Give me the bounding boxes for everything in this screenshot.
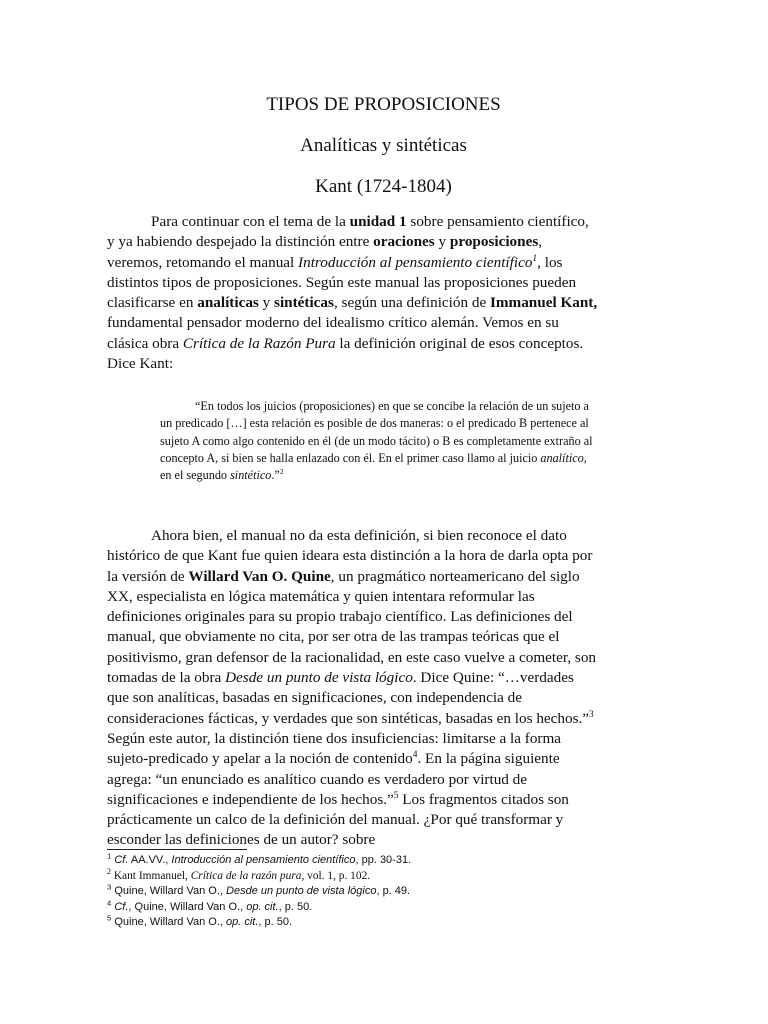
text-run: , veremos, retomando el manual <box>107 233 543 271</box>
text-run: y <box>258 294 275 312</box>
text-run: y <box>434 233 450 251</box>
footnote-number: 5 <box>107 913 112 923</box>
footnote-item <box>107 915 627 931</box>
text-run: , un pragmático norteamericano del siglo XX, especialista en lógica matemática y quien intentara reformular las definiciones originales para su propio trabajo científico. Las definiciones del manual, que obviamente no cita, por ser otra de las trampas teóricas que el positivismo, gran defensor de la racionalidad, en este caso vuelve a cometer, son tomadas de la obra <box>107 567 597 687</box>
footnote-ref: 4 <box>412 750 418 761</box>
italic-term: sintético <box>230 468 272 483</box>
document-author-line: Kant (1724-1804) <box>315 176 452 197</box>
italic-text: op. cit. <box>246 900 279 913</box>
bold-term: analíticas <box>197 294 259 312</box>
block-quote <box>160 398 598 484</box>
text-run: Ahora bien, el manual no da esta definición, si bien reconoce el dato histórico de que Kant fue quien ideara esta distinción a la hora de darla opta por la versión de <box>107 527 593 585</box>
text-run: , Quine, Willard Van O., <box>128 900 247 913</box>
footnote-ref: 3 <box>589 709 594 720</box>
paragraph-intro <box>107 212 599 374</box>
text-run: , los distintos tipos de proposiciones. Según este manual las proposiciones pueden clasificarse en <box>107 253 577 312</box>
footnote-number: 4 <box>107 898 112 908</box>
text-run: Según este autor, la distinción tiene dos insuficiencias: limitarse a la forma sujeto-predicado y apelar a la noción de contenido <box>107 729 562 768</box>
footnote-number: 1 <box>107 851 112 861</box>
text-run: , p. 49. <box>376 885 411 898</box>
text-run: . En la página siguiente agrega: “un enunciado es analítico cuando es verdadero por virtud de significaciones e independiente de los hechos.” <box>107 750 560 808</box>
text-run: Quine, Willard Van O., <box>111 885 227 898</box>
italic-text: Cf. <box>114 854 129 866</box>
bold-term: Immanuel Kant, <box>490 294 598 312</box>
bold-term: oraciones <box>373 233 435 251</box>
footnote-item <box>107 853 627 869</box>
footnote-ref: 1 <box>532 253 538 264</box>
italic-title: Crítica de la Razón Pura <box>182 334 336 352</box>
footnote-separator <box>107 849 247 850</box>
text-run: , pp. 30-31. <box>355 854 412 866</box>
italic-text: op. cit. <box>226 916 259 929</box>
italic-text: Introducción al pensamiento científico <box>171 854 356 866</box>
text-run: , en el segundo <box>160 450 587 483</box>
text-run: , p. 50. <box>258 916 293 929</box>
italic-title: Introducción al pensamiento científico <box>298 253 533 271</box>
text-run: la definición original de esos conceptos. Dice Kant: <box>107 334 584 373</box>
text-run: “En todos los juicios (proposiciones) en que se concibe la relación de un sujeto a un predicado […] esta relación es posible de dos maneras: o el predicado B pertenece al sujeto A como algo contenido en él (de un modo tácito) o B es completamente extraño al concepto A, si bien se halla enlazado con él. En el primer caso llamo al juicio <box>160 399 593 465</box>
text-run: . Dice Quine: “…verdades que son analíticas, basadas en significaciones, con independencia de consideraciones fácticas, y verdades que son sintéticas, basadas en los hechos.” <box>107 669 590 727</box>
text-run: Quine, Willard Van O., <box>111 916 227 929</box>
text-run: , según una definición de <box>333 294 490 312</box>
italic-term: analítico <box>540 450 584 465</box>
bold-term: sintéticas <box>274 294 334 312</box>
text-run: Para continuar con el tema de la <box>151 213 350 230</box>
bold-term: Willard Van O. Quine <box>188 567 331 585</box>
text-run: AA.VV., <box>128 854 172 866</box>
text-run: .” <box>271 468 280 483</box>
bold-term: unidad 1 <box>349 213 407 230</box>
bold-term: proposiciones <box>449 233 539 251</box>
text-run: Kant Immanuel, <box>110 869 191 882</box>
footnote-item <box>107 866 627 885</box>
document-subtitle: Analíticas y sintéticas <box>300 135 467 156</box>
footnotes <box>107 853 627 931</box>
italic-title: Desde un punto de vista lógico <box>225 669 413 687</box>
italic-text: Cf. <box>114 900 129 913</box>
footnote-ref: 5 <box>393 790 399 801</box>
document-title: TIPOS DE PROPOSICIONES <box>266 94 501 115</box>
paragraph-quine <box>107 526 599 851</box>
text-run: fundamental pensador moderno del idealismo crítico alemán. Vemos en su clásica obra <box>107 314 559 352</box>
footnote-ref: 2 <box>279 467 284 477</box>
footnote-number: 3 <box>107 882 112 892</box>
footnote-item <box>107 900 627 916</box>
footnote-number: 2 <box>107 866 111 876</box>
italic-text: Desde un punto de vista lógico <box>226 885 377 898</box>
text-run: sobre pensamiento científico, y ya habiendo despejado la distinción entre <box>107 213 589 251</box>
text-run: , p. 50. <box>278 900 313 913</box>
footnote-item <box>107 884 627 900</box>
italic-text: Crítica de la razón pura <box>190 869 302 882</box>
text-run: , vol. 1, p. 102. <box>301 869 371 882</box>
text-run: Los fragmentos citados son prácticamente un calco de la definición del manual. ¿Por qué transformar y esconder las definiciones de un autor? sobre <box>107 790 569 849</box>
